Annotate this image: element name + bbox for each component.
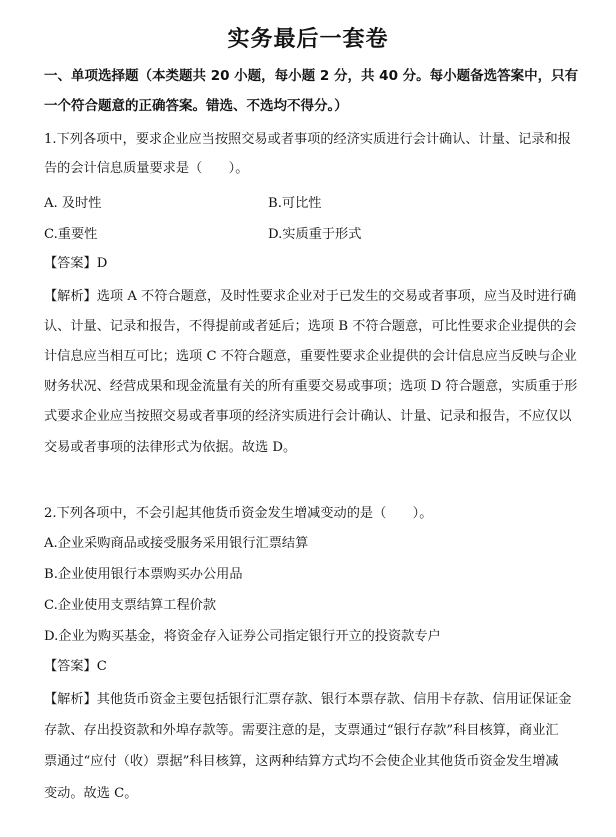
- q2-analysis-line-4: 变动。故选 C。: [44, 786, 138, 801]
- q1-option-c: C.重要性: [44, 227, 98, 242]
- q1-stem-line-1: 1.下列各项中，要求企业应当按照交易或者事项的经济实质进行会计确认、计量、记录和报: [44, 132, 571, 147]
- q1-analysis-line-2: 认、计量、记录和报告，不得提前或者延后；选项 B 不符合题意，可比性要求企业提供的会: [44, 319, 577, 334]
- q2-analysis-line-3: 票通过“应付（收）票据”科目核算，这两种结算方式均不会使企业其他货币资金发生增减: [44, 754, 559, 769]
- q2-option-b: B.企业使用银行本票购买办公用品: [44, 567, 243, 582]
- q2-option-d: D.企业为购买基金，将资金存入证券公司指定银行开立的投资款专户: [44, 629, 441, 644]
- q1-option-a: A. 及时性: [44, 196, 102, 211]
- q2-analysis-line-2: 存款、存出投资款和外埠存款等。需要注意的是，支票通过“银行存款”科目核算，商业汇: [44, 723, 559, 738]
- q1-answer: 【答案】D: [44, 256, 108, 271]
- document-title: 实务最后一套卷: [227, 27, 389, 52]
- q2-stem: 2.下列各项中，不会引起其他货币资金发生增减变动的是（ ）。: [44, 506, 433, 521]
- q2-option-a: A.企业采购商品或接受服务采用银行汇票结算: [44, 536, 309, 551]
- q1-stem-line-2: 告的会计信息质量要求是（ ）。: [44, 161, 249, 176]
- section-heading-line-1: 一、单项选择题（本类题共 20 小题，每小题 2 分，共 40 分。每小题备选答案中，只有: [44, 68, 579, 84]
- q1-analysis-line-1: 【解析】选项 A 不符合题意，及时性要求企业对于已发生的交易或者事项，应当及时进行确: [44, 289, 577, 304]
- q1-analysis-line-6: 交易或者事项的法律形式为依据。故选 D。: [44, 440, 297, 455]
- q1-analysis-line-5: 式要求企业应当按照交易或者事项的经济实质进行会计确认、计量、记录和报告，不应仅以: [44, 409, 572, 424]
- q1-option-d: D.实质重于形式: [268, 227, 362, 242]
- q2-analysis-line-1: 【解析】其他货币资金主要包括银行汇票存款、银行本票存款、信用卡存款、信用证保证金: [44, 692, 572, 707]
- section-heading-line-2: 一个符合题意的正确答案。错选、不选均不得分。）: [44, 98, 348, 114]
- q2-answer: 【答案】C: [44, 659, 107, 674]
- q2-option-c: C.企业使用支票结算工程价款: [44, 598, 217, 613]
- q1-option-b: B.可比性: [268, 196, 322, 211]
- q1-analysis-line-4: 财务状况、经营成果和现金流量有关的所有重要交易或事项；选项 D 符合题意，实质重于形: [44, 379, 578, 394]
- q1-analysis-line-3: 计信息应当相互可比；选项 C 不符合题意，重要性要求企业提供的会计信息应当反映与企业: [44, 349, 577, 364]
